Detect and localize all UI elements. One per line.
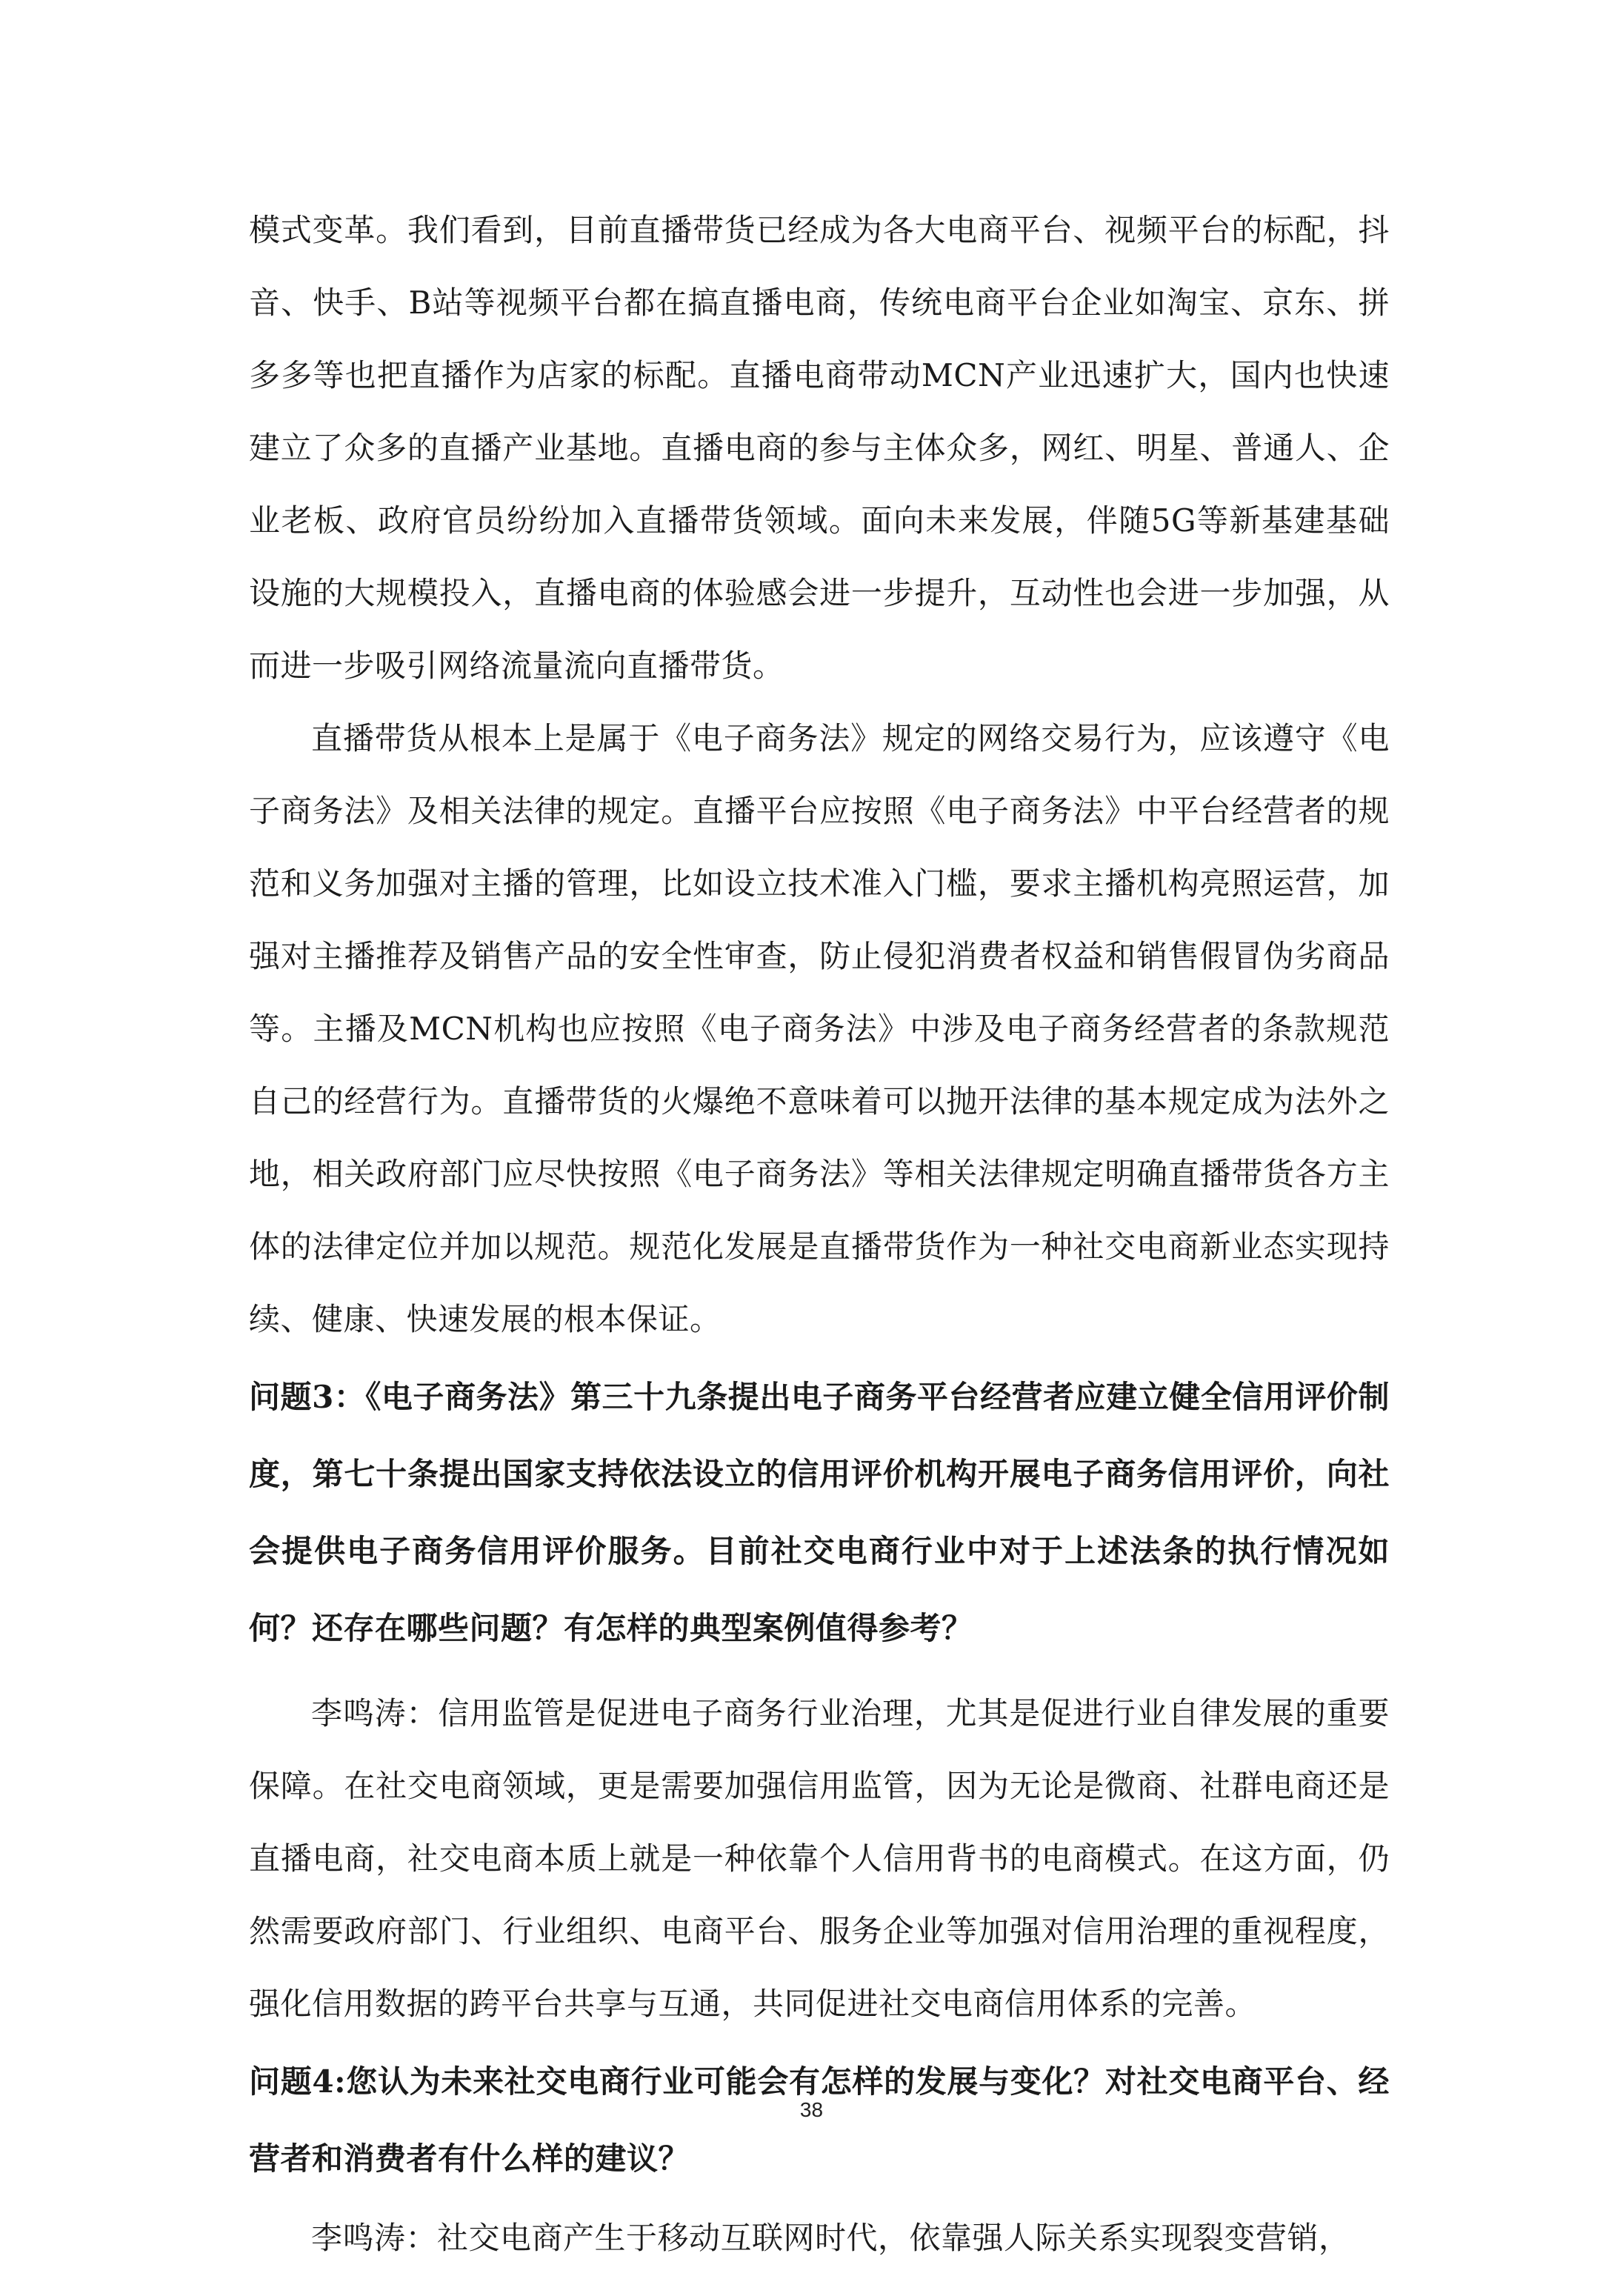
- question-4-heading: 问题4:您认为未来社交电商行业可能会有怎样的发展与变化？对社交电商平台、经营者和消费者有什么样的建议？: [249, 2063, 1390, 2177]
- answer-4-paragraph: 李鸣涛：社交电商产生于移动互联网时代，依靠强人际关系实现裂变营销，: [311, 2220, 1350, 2256]
- paragraph-continuation: 模式变革。我们看到，目前直播带货已经成为各大电商平台、视频平台的标配，抖音、快手、B站等视频平台都在搞直播电商，传统电商平台企业如淘宝、京东、拼多多等也把直播作为店家的标配。直播电商带动MCN产业迅速扩大，国内也快速建立了众多的直播产业基地。直播电商的参与主体众多，网红、明星、普通人、企业老板、政府官员纷纷加入直播带货领域。面向未来发展，伴随5G等新基建基础设施的大规模投入，直播电商的体验感会进一步提升，互动性也会进一步加强，从而进一步吸引网络流量流向直播带货。: [249, 212, 1390, 684]
- answer-3-paragraph: 李鸣涛：信用监管是促进电子商务行业治理，尤其是促进行业自律发展的重要保障。在社交电商领域，更是需要加强信用监管，因为无论是微商、社群电商还是直播电商，社交电商本质上就是一种依靠个人信用背书的电商模式。在这方面，仍然需要政府部门、行业组织、电商平台、服务企业等加强对信用治理的重视程度，强化信用数据的跨平台共享与互通，共同促进社交电商信用体系的完善。: [249, 1695, 1390, 2022]
- question-3-heading: 问题3：《电子商务法》第三十九条提出电子商务平台经营者应建立健全信用评价制度，第七十条提出国家支持依法设立的信用评价机构开展电子商务信用评价，向社会提供电子商务信用评价服务。目前社交电商行业中对于上述法条的执行情况如何？还存在哪些问题？有怎样的典型案例值得参考？: [249, 1379, 1390, 1646]
- document-body: [249, 194, 1390, 2275]
- paragraph-livestream-law: 直播带货从根本上是属于《电子商务法》规定的网络交易行为，应该遵守《电子商务法》及相关法律的规定。直播平台应按照《电子商务法》中平台经营者的规范和义务加强对主播的管理，比如设立技术准入门槛，要求主播机构亮照运营，加强对主播推荐及销售产品的安全性审查，防止侵犯消费者权益和销售假冒伪劣商品等。主播及MCN机构也应按照《电子商务法》中涉及电子商务经营者的条款规范自己的经营行为。直播带货的火爆绝不意味着可以抛开法律的基本规定成为法外之地，相关政府部门应尽快按照《电子商务法》等相关法律规定明确直播带货各方主体的法律定位并加以规范。规范化发展是直播带货作为一种社交电商新业态实现持续、健康、快速发展的根本保证。: [249, 720, 1390, 1337]
- page-number: 38: [799, 2098, 824, 2121]
